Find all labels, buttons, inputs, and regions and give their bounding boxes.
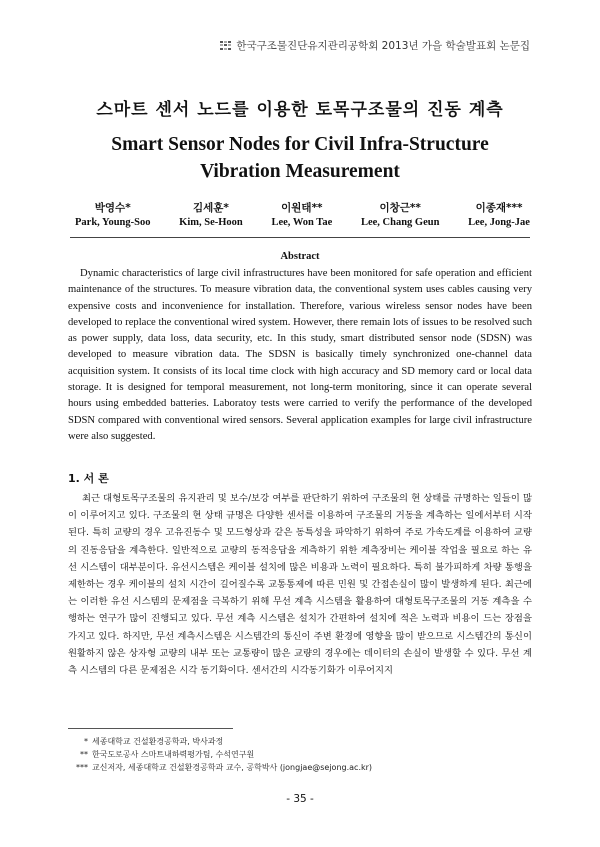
- header-text: 한국구조물진단유지관리공학회 2013년 가을 학술발표회 논문집: [236, 40, 530, 52]
- author-name-ko: 박영수*: [94, 202, 131, 214]
- author-name-ko: 이종재***: [475, 202, 523, 214]
- footnote: [68, 761, 532, 774]
- section-heading: 1. 서 론: [68, 472, 109, 485]
- abstract-body: Dynamic characteristics of large civil infrastructures have been monitored for safe operation and efficient maintenance of the structures. To measure vibration data, the conventional system uses cables causing very expensive costs and inconvenience for installation. Therefore, various wireless sensor nodes have been developed to replace the conventional wired system. However, there remain lots of issues to be resolved such as power supply, data loss, data security, etc. In this study, smart distributed sensor node (SDSN) was developed to measure vibration data. The SDSN is basically timely synchronized one-channel data acquisition system. It consists of its local time clock with high accuracy and SD memory card or local data storage. It is designed for temporal measurement, not long-term monitoring, since it can operate several hours using embedded batteries. Laboratoy tests were carried to verify the performance of the developed SDSN compared with conventional wired sensors. Several application examples for large civil infrastructure were also suggested.: [68, 268, 532, 442]
- page-number: - 35 -: [286, 793, 314, 805]
- section-body: 최근 대형토목구조물의 유지관리 및 보수/보강 여부를 판단하기 위하여 구조물의 현 상태를 규명하는 일들이 많이 이루어지고 있다. 구조물의 현 상태 규명은 다양한 센서를 이용하여 구조물의 거동을 계측하는 일에서부터 시작된다. 특히 교량의 경우 고유진동수 및 모드형상과 같은 동특성을 파악하기 위하여 주로 가속도계를 이용하여 교량의 진동응답을 계측한다. 일반적으로 교량의 동적응답을 계측하기 위한 계측장비는 케이블 작업을 필요로 하는 유선 시스템이 대부분이다. 유선시스템은 케이블 설치에 많은 비용과 노력이 필요하다. 특히 불가피하게 차량 통행을 제한하는 경우 케이블의 설치 시간이 길어질수록 교통통제에 따른 민원 및 간접손실이 많이 발생하게 된다. 최근에는 이러한 유선 시스템의 문제점을 극복하기 위해 무선 계측 시스템을 활용하여 대형토목구조물의 거동 계측을 수행하는 연구가 많이 진행되고 있다. 무선 계측 시스템은 설치가 간편하여 설치에 적은 노력과 비용이 드는 장점을 가지고 있다. 하지만, 무선 계측시스템은 시스템간의 통신이 주변 환경에 영향을 많이 받으므로 시스템간의 통신이 원활하지 않은 상자형 교량의 내부 또는 교통량이 많은 교량의 경우에는 데이터의 손실이 발생할 수 있다. 무선 계측 시스템의 다른 문제점은 시각 동기화이다. 센서간의 시각동기화가 이루어지지: [68, 493, 532, 677]
- author-name-en: Park, Young-Soo: [75, 217, 151, 228]
- author-divider: [70, 237, 530, 238]
- abstract-heading: Abstract: [280, 251, 320, 262]
- author: [75, 200, 150, 228]
- author-name-ko: 이원태**: [281, 202, 323, 214]
- author-name-ko: 김세훈*: [193, 202, 229, 214]
- footnote-mark: **: [80, 750, 88, 759]
- author: [271, 200, 332, 228]
- title-korean: 스마트 센서 노드를 이용한 토목구조물의 진동 계측: [96, 100, 504, 120]
- grid-bullet-icon: [220, 41, 232, 51]
- author-name-en: Lee, Won Tae: [271, 217, 333, 228]
- footnote: [68, 735, 532, 748]
- author-name-en: Lee, Chang Geun: [360, 217, 440, 228]
- author-name-ko: 이창근**: [379, 202, 421, 214]
- footnote-mark: *: [84, 737, 88, 746]
- footnote-text: 세종대학교 건설환경공학과, 박사과정: [92, 737, 224, 746]
- footnote-mark: ***: [76, 763, 88, 772]
- footnote-text: 교신저자, 세종대학교 건설환경공학과 교수, 공학박사 (jongjae@sejong.ac.kr): [92, 763, 373, 772]
- footnote: [68, 748, 532, 761]
- author-name-en: Lee, Jong-Jae: [468, 217, 530, 228]
- footnotes: [68, 735, 532, 774]
- footnote-text: 한국도로공사 스마트내하력평가팀, 수석연구원: [92, 750, 255, 759]
- running-header: [220, 38, 530, 53]
- author-name-en: Kim, Se-Hoon: [179, 217, 243, 228]
- footnote-divider: [68, 728, 233, 729]
- title-english: Smart Sensor Nodes for Civil Infra-Structure Vibration Measurement: [111, 134, 489, 182]
- author: [179, 200, 243, 228]
- author: [468, 200, 530, 228]
- author-list: [75, 200, 530, 228]
- author: [361, 200, 439, 228]
